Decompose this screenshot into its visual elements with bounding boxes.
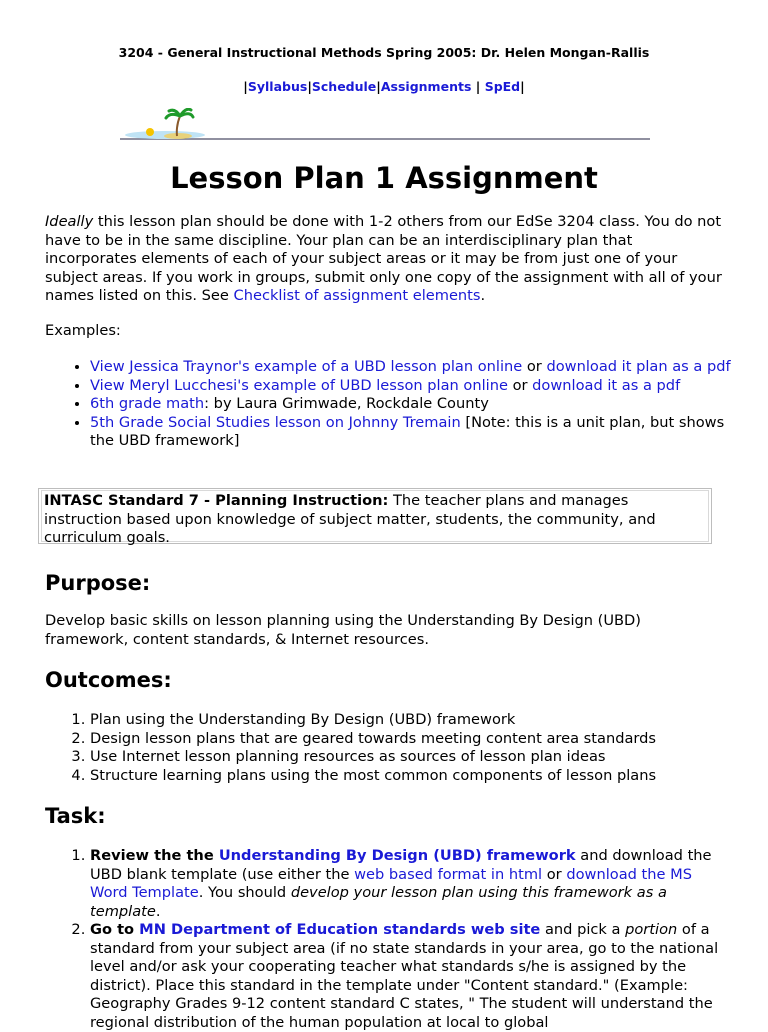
intasc-label: INTASC Standard 7 - Planning Instruction: bbox=[44, 492, 389, 509]
math-example-text: : by Laura Grimwade, Rockdale County bbox=[204, 395, 489, 412]
list-item bbox=[90, 395, 735, 414]
nav-link-sped[interactable]: SpEd bbox=[484, 79, 521, 94]
task-list bbox=[45, 847, 725, 1032]
outcomes-heading bbox=[45, 667, 725, 693]
intro-emphasis: Ideally bbox=[45, 213, 94, 230]
page-title: Lesson Plan 1 Assignment bbox=[170, 161, 598, 195]
list-item bbox=[90, 921, 725, 1032]
outcomes-list bbox=[45, 711, 725, 785]
jessica-pdf-link[interactable]: download it plan as a pdf bbox=[546, 358, 731, 375]
intasc-text: The teacher plans and manages instruction based upon knowledge of subject matter, students, the community, and curriculum goals. bbox=[44, 492, 656, 546]
nav-link-syllabus[interactable]: Syllabus bbox=[247, 79, 308, 94]
intro-end: . bbox=[480, 287, 486, 304]
nav-separator: | bbox=[520, 79, 525, 94]
purpose-heading bbox=[45, 570, 725, 596]
task2-text: and pick a bbox=[540, 921, 626, 938]
nav-separator: | bbox=[307, 79, 312, 94]
web-format-link[interactable]: web based format in html bbox=[354, 865, 543, 883]
palm-island-banner bbox=[120, 108, 650, 144]
or-text: or bbox=[542, 865, 567, 883]
task1-end: . bbox=[155, 902, 161, 920]
task2-bold: Go to bbox=[90, 921, 140, 938]
ubd-framework-link[interactable]: Understanding By Design (UBD) framework bbox=[218, 847, 576, 864]
nav-separator: | bbox=[376, 79, 381, 94]
list-item: 3. Use Internet lesson planning resources as sources of lesson plan ideas bbox=[90, 748, 725, 767]
task-heading bbox=[45, 803, 725, 829]
task1-bold: Review the the bbox=[90, 847, 219, 864]
checklist-link[interactable]: Checklist of assignment elements bbox=[233, 287, 481, 304]
list-item bbox=[90, 414, 735, 451]
intro-paragraph bbox=[45, 213, 725, 306]
intro-text: this lesson plan should be done with 1-2 others from our EdSe 3204 class. You do not have to be in the same discipline. Your plan can be an interdisciplinary plan that incorporates elements of each of your subject areas or it may be from just one of your subject areas. If you work in groups, submit only one copy of the assignment with all of your names listed on this. See bbox=[45, 213, 722, 304]
examples-label: Examples: bbox=[45, 322, 121, 339]
nav-link-schedule[interactable]: Schedule bbox=[311, 79, 377, 94]
nav-link-assignments[interactable]: Assignments bbox=[380, 79, 472, 94]
list-item: 1. Plan using the Understanding By Design (UBD) framework bbox=[90, 711, 725, 730]
top-nav bbox=[0, 78, 768, 97]
list-item bbox=[90, 847, 725, 921]
task1-text-2: . You should bbox=[198, 884, 291, 901]
task1-text: and download the UBD blank template (use either the bbox=[90, 847, 712, 883]
purpose-text bbox=[45, 612, 725, 649]
ms-word-template-link[interactable]: download the MS Word Template bbox=[90, 865, 692, 901]
social-studies-link[interactable]: 5th Grade Social Studies lesson on Johnny Tremain bbox=[90, 413, 461, 431]
math-example-link[interactable]: 6th grade math bbox=[90, 395, 205, 412]
purpose-heading-text: Purpose: bbox=[45, 571, 151, 595]
course-header: 3204 - General Instructional Methods Spring 2005: Dr. Helen Mongan-Rallis bbox=[118, 45, 650, 60]
nav-separator: | bbox=[475, 79, 481, 94]
examples-list bbox=[45, 358, 735, 451]
task2-emphasis: portion bbox=[625, 921, 678, 938]
task1-emphasis: develop your lesson plan using this framework as a template bbox=[90, 884, 667, 920]
list-item: 4. Structure learning plans using the most common components of lesson plans bbox=[90, 767, 725, 786]
jessica-example-link[interactable]: View Jessica Traynor's example of a UBD lesson plan online bbox=[90, 358, 523, 375]
social-studies-note: [Note: this is a unit plan, but shows the UBD framework] bbox=[90, 413, 725, 449]
task2-text-2: of a standard from your subject area (if no state standards in your area, go to the national level and/or ask your cooperating teacher what standards s/he is assigned by the district). Place this standard in the template under "Content standard." (Example: Geography Grades 9-12 content standard C states, " The student will understand the regional distribution of the human population at local to global bbox=[90, 921, 719, 1031]
list-item bbox=[90, 358, 735, 377]
purpose-paragraph: Develop basic skills on lesson planning using the Understanding By Design (UBD) framework, content standards, & Internet resources. bbox=[45, 612, 641, 648]
list-item bbox=[90, 377, 735, 396]
mn-standards-link[interactable]: MN Department of Education standards web site bbox=[139, 921, 541, 938]
meryl-example-link[interactable]: View Meryl Lucchesi's example of UBD lesson plan online bbox=[90, 376, 508, 394]
task-heading-text: Task: bbox=[45, 804, 106, 828]
list-item: 2. Design lesson plans that are geared towards meeting content area standards bbox=[90, 730, 725, 749]
outcomes-heading-text: Outcomes: bbox=[45, 668, 172, 692]
or-text: or bbox=[507, 376, 533, 394]
or-text: or bbox=[522, 358, 547, 375]
meryl-pdf-link[interactable]: download it as a pdf bbox=[532, 376, 681, 394]
nav-separator: | bbox=[243, 79, 248, 94]
intasc-standard-box bbox=[38, 488, 712, 544]
